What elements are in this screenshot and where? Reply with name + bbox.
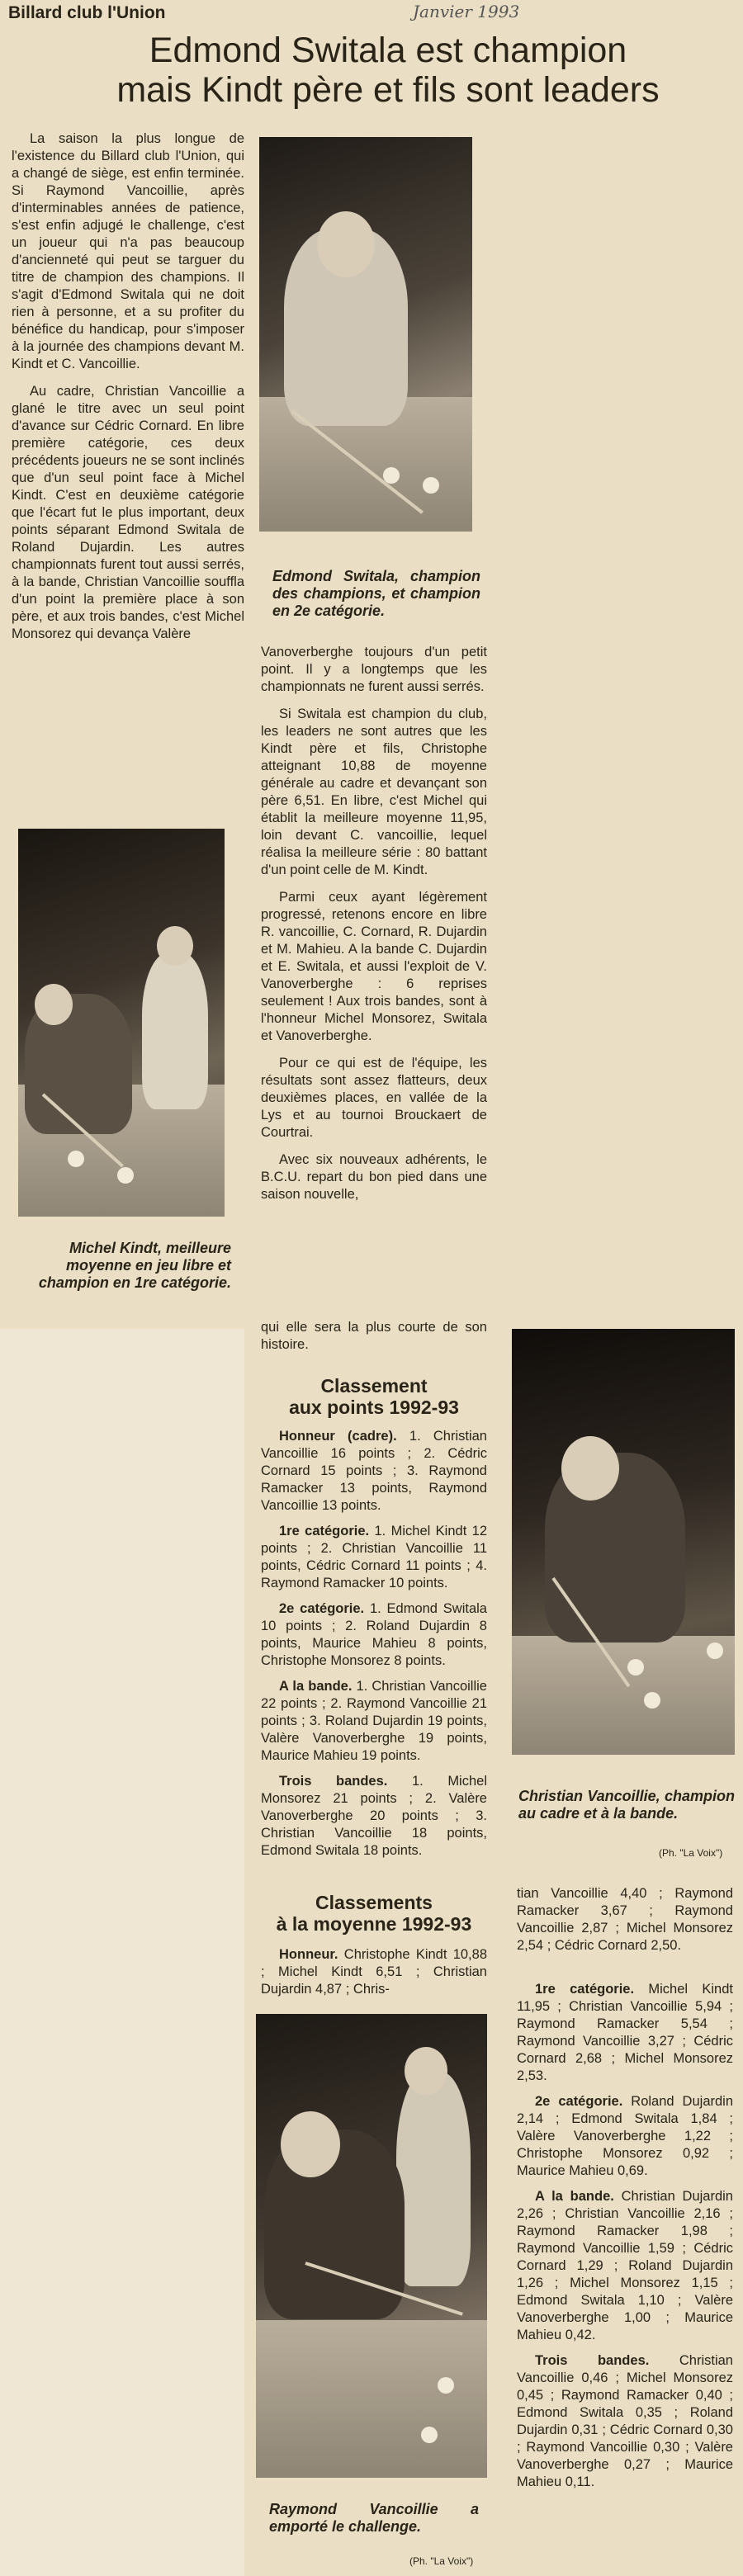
paragraph: qui elle sera la plus courte de son histoire. — [261, 1320, 487, 1352]
article-col1 — [12, 130, 244, 653]
moyenne-honneur-continued: tian Vancoillie 4,40 ; Raymond Ramacker 3,67 ; Raymond Vancoillie 2,87 ; Michel Monsorez 2,54 ; Cédric Cornard 2,50. — [517, 1886, 733, 1953]
photo-credit: (Ph. "La Voix") — [659, 1847, 723, 1859]
caption-raymond: Raymond Vancoillie a emporté le challenge. — [269, 2501, 479, 2535]
paragraph: Avec six nouveaux adhérents, le B.C.U. repart du bon pied dans une saison nouvelle, — [261, 1152, 487, 1202]
caption-christian: Christian Vancoillie, champion au cadre et à la bande. — [518, 1788, 735, 1822]
photo-michel-kindt — [18, 829, 225, 1217]
photo-credit: (Ph. "La Voix") — [409, 2555, 474, 2567]
classement-moyenne-list — [517, 1981, 733, 2499]
paragraph: Vanoverberghe toujours d'un petit point. Il y a longtemps que les championnats ne furent aussi serrés. — [261, 645, 487, 694]
moyenne-honneur: Honneur. Christophe Kindt 10,88 ; Michel Kindt 6,51 ; Christian Dujardin 4,87 ; Chris- — [261, 1947, 487, 1997]
article-col2-end — [261, 1319, 487, 1364]
photo-raymond-vancoillie — [256, 2014, 487, 2478]
ranking-entry: A la bande. Christian Dujardin 2,26 ; Christian Vancoillie 2,16 ; Raymond Ramacker 1,98 ; Raymond Vancoillie 1,59 ; Cédric Cornard 1,29 ; Roland Dujardin 1,26 ; Michel Monsorez 1,15 ; Edmond Switala 1,10 ; Valère Vanoverberghe 1,00 ; Maurice Mahieu 0,42. — [517, 2189, 733, 2342]
ranking-entry: 1re catégorie. 1. Michel Kindt 12 points ; 2. Christian Vancoillie 11 points, Cédric Cornard 11 points ; 4. Raymond Ramacker 10 points. — [261, 1524, 487, 1591]
kicker: Billard club l'Union — [8, 3, 166, 22]
blank-margin — [0, 1329, 244, 2576]
handwritten-date: Janvier 1993 — [413, 2, 520, 21]
article-col2 — [261, 644, 487, 1213]
paragraph: Au cadre, Christian Vancoillie a glané le titre avec un seul point d'avance sur Cédric Cornard. En libre première catégorie, ces deux précédents joueurs ne se sont inclinés que d'un seul point face à Michel Kindt. C'est en deuxième catégorie que l'écart fut le plus important, deux points séparant Edmond Switala de Roland Dujardin. Les autres championnats furent tout aussi serrés, à la bande, Christian Vancoillie souffla d'un point la première place à son père, et aux trois bandes, c'est Michel Monsorez qui devança Valère — [12, 384, 244, 641]
classement-moyenne-title: Classements à la moyenne 1992-93 — [276, 1892, 472, 1935]
caption-edmond: Edmond Switala, champion des champions, et champion en 2e catégorie. — [272, 568, 480, 619]
paragraph: Pour ce qui est de l'équipe, les résultats sont assez flatteurs, deux deuxièmes places, en vallée de la Lys et au tournoi Brouckaert de Courtrai. — [261, 1056, 487, 1140]
caption-michel: Michel Kindt, meilleure moyenne en jeu libre et champion en 1re catégorie. — [38, 1240, 231, 1291]
paragraph: La saison la plus longue de l'existence du Billard club l'Union, qui a changé de siège, est enfin terminée. Si Raymond Vancoillie, après d'interminables années de patience, s'est enfin adjugé le challenge, c'est un joueur qui n'a pas beaucoup d'ancienneté qui peut se targuer du titre de champion des champions. Il s'agit d'Edmond Switala qui ne doit rien à personne, et a su profiter du bénéfice du handicap, pour s'imposer à la journée des champions devant M. Kindt et C. Vancoillie. — [12, 131, 244, 371]
ranking-entry: A la bande. 1. Christian Vancoillie 22 points ; 2. Raymond Vancoillie 21 points ; 3. Roland Dujardin 19 points, Valère Vanoverberghe 19 points, Maurice Mahieu 19 points. — [261, 1679, 487, 1763]
paragraph: Parmi ceux ayant légèrement progressé, retenons encore en libre R. vancoillie, C. Cornard, R. Dujardin et M. Mahieu. A la bande C. Dujardin et E. Switala, et aussi l'exploit de V. Vanoverberghe : 6 reprises seulement ! Aux trois bandes, sont à l'honneur Michel Monsorez, Switala et Vanoverberghe. — [261, 890, 487, 1043]
ranking-entry: 1re catégorie. Michel Kindt 11,95 ; Christian Vancoillie 5,94 ; Raymond Ramacker 5,54 ; Raymond Vancoillie 3,27 ; Cédric Cornard 2,68 ; Michel Monsorez 2,53. — [517, 1982, 733, 2083]
headline-line1: Edmond Switala est champion — [149, 31, 627, 70]
classement-points-list — [261, 1428, 487, 1868]
paragraph: Si Switala est champion du club, les leaders ne sont autres que les Kindt père et fils, Christophe atteignant 10,88 de moyenne générale au cadre et devançant son père 6,51. En libre, c'est Michel qui établit la meilleure moyenne 11,95, loin devant C. vancoillie, lequel réalisa la meilleure série : 80 battant d'un point celle de M. Kindt. — [261, 707, 487, 877]
headline-line2: mais Kindt père et fils sont leaders — [116, 70, 660, 110]
ranking-entry: Trois bandes. 1. Michel Monsorez 21 points ; 2. Valère Vanoverberghe 20 points ; 3. Christian Vancoillie 18 points, Edmond Switala 18 points. — [261, 1774, 487, 1858]
ranking-entry: Trois bandes. Christian Vancoillie 0,46 ; Michel Monsorez 0,45 ; Raymond Ramacker 0,40 ; Edmond Switala 0,35 ; Roland Dujardin 0,31 ; Cédric Cornard 0,30 ; Raymond Vancoillie 0,30 ; Valère Vanoverberghe 0,27 ; Maurice Mahieu 0,11. — [517, 2353, 733, 2489]
ranking-entry: 2e catégorie. Roland Dujardin 2,14 ; Edmond Switala 1,84 ; Valère Vanoverberghe 1,22 ; Christophe Monsorez 0,92 ; Maurice Mahieu 0,69. — [517, 2094, 734, 2178]
photo-christian-vancoillie — [512, 1329, 735, 1755]
ranking-entry: 2e catégorie. 1. Edmond Switala 10 points ; 2. Roland Dujardin 8 points, Maurice Mahieu 8 points, Christophe Monsorez 8 points. — [261, 1601, 487, 1668]
ranking-entry: Honneur (cadre). 1. Christian Vancoillie 16 points ; 2. Cédric Cornard 15 points ; 3. Raymond Ramacker 13 points, Raymond Vancoillie 13 points. — [261, 1429, 487, 1513]
photo-edmond-switala — [259, 137, 472, 532]
classement-points-title: Classement aux points 1992-93 — [289, 1375, 459, 1418]
